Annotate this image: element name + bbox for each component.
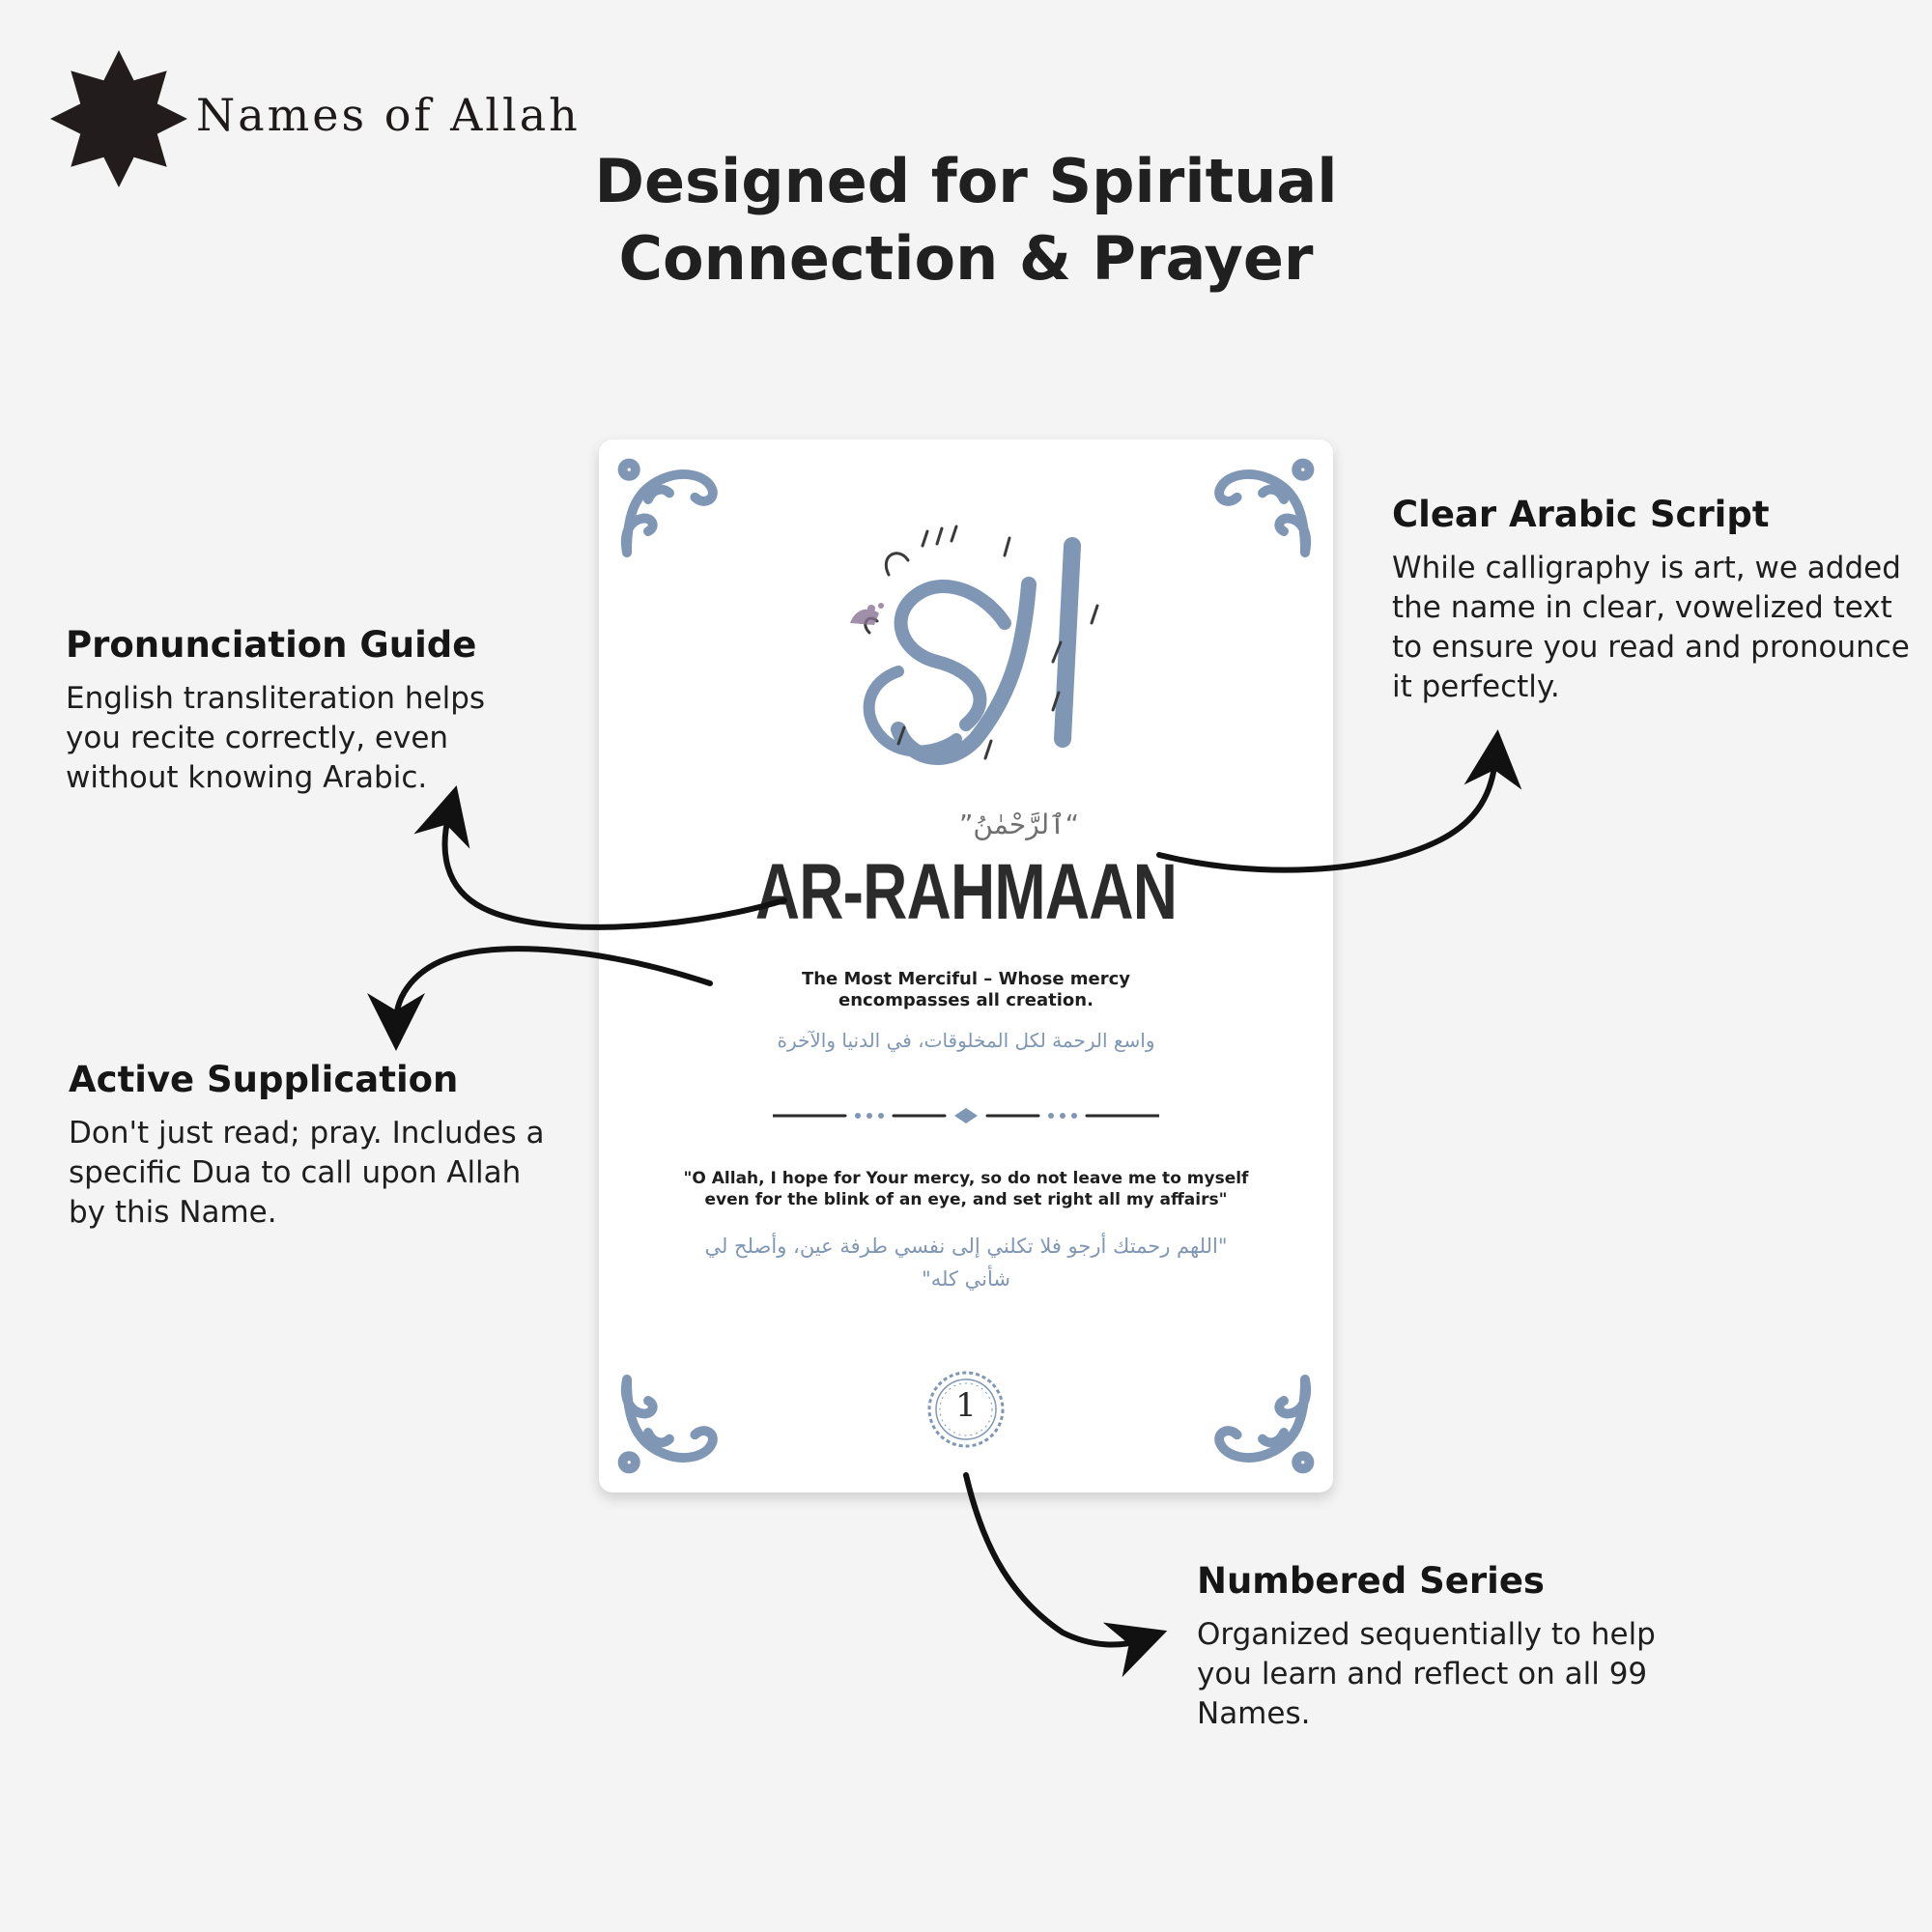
feature-title: Numbered Series <box>1197 1560 1545 1602</box>
dua-english: "O Allah, I hope for Your mercy, so do not leave me to myself even for the blink of an eye, and set right all my affairs" <box>683 1169 1249 1209</box>
arabic-calligraphy-icon <box>831 517 1121 778</box>
dua-arabic: "اللهم رحمتك أرجو فلا تكلني إلى نفسي طرفة عين، وأصلح لي شأني كله" <box>704 1235 1228 1291</box>
feature-title: Pronunciation Guide <box>66 624 477 666</box>
meaning-arabic: واسع الرحمة لكل المخلوقات، في الدنيا والآخرة <box>777 1029 1155 1052</box>
ornament-corner-icon <box>1209 457 1316 563</box>
feature-pronunciation-guide <box>66 624 549 798</box>
arabic-vowelized-name: “ٱلرَّحْمٰنُ” <box>958 809 1080 840</box>
feature-description: While calligraphy is art, we added the name in clear, vowelized text to ensure you read and pronounce it perfectly. <box>1392 551 1910 704</box>
ornament-corner-icon <box>616 1369 723 1475</box>
feature-title: Clear Arabic Script <box>1392 494 1770 535</box>
eight-point-star-icon <box>50 50 187 187</box>
page-headline <box>580 143 1352 298</box>
meaning-english: The Most Merciful – Whose mercy encompasses all creation. <box>801 969 1131 1010</box>
feature-numbered-series <box>1197 1560 1719 1734</box>
ornament-corner-icon <box>616 457 723 563</box>
feature-clear-arabic-script <box>1392 494 1914 707</box>
arrow-to-numbered-series <box>966 1475 1140 1645</box>
headline-line-2: Connection & Prayer <box>618 223 1314 294</box>
feature-description: Organized sequentially to help you learn and reflect on all 99 Names. <box>1197 1617 1656 1731</box>
feature-active-supplication <box>69 1059 561 1233</box>
name-card <box>599 440 1333 1492</box>
feature-description: English transliteration helps you recite correctly, even without knowing Arabic. <box>66 681 486 795</box>
brand-name: Names of Allah <box>196 89 581 141</box>
ornament-corner-icon <box>1209 1369 1316 1475</box>
card-number: 1 <box>955 1386 977 1425</box>
feature-description: Don't just read; pray. Includes a specific Dua to call upon Allah by this Name. <box>69 1116 545 1230</box>
ornamental-divider <box>773 1106 1159 1125</box>
headline-line-1: Designed for Spiritual <box>594 146 1338 216</box>
name-transliteration: AR-RAHMAAN <box>754 848 1178 936</box>
feature-title: Active Supplication <box>69 1059 459 1100</box>
